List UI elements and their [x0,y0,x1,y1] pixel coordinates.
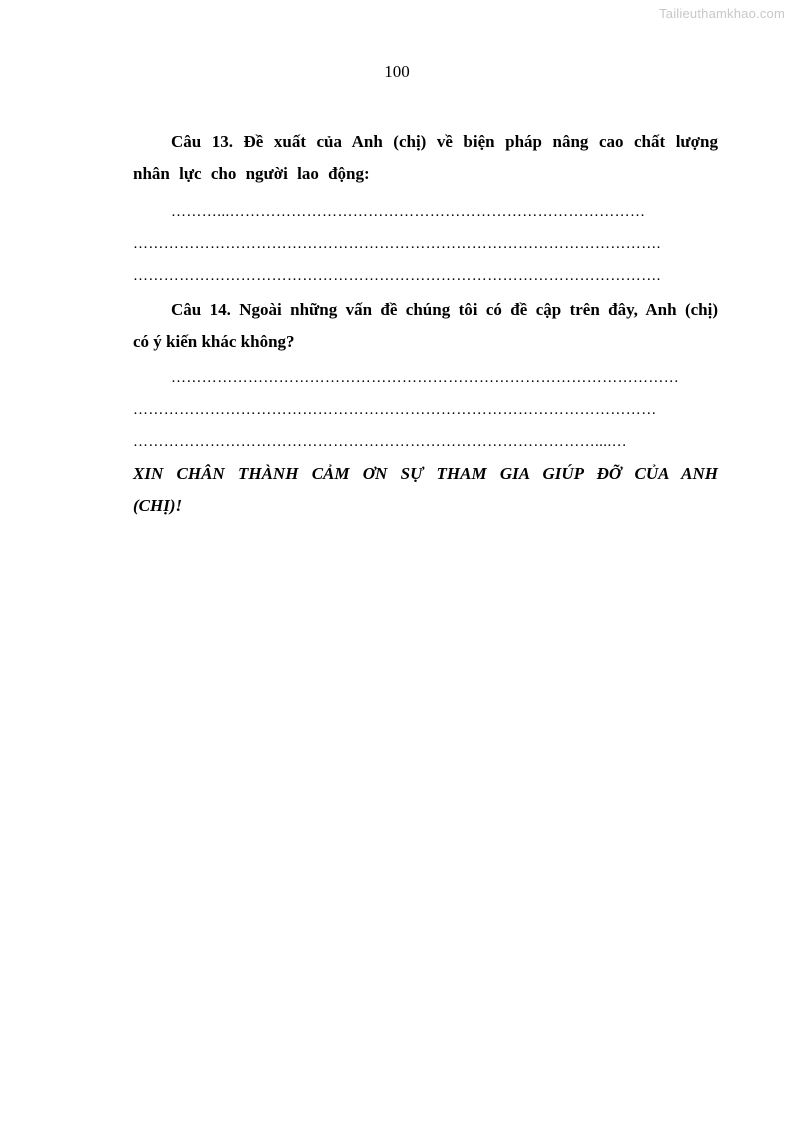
answer-line: ………………………………………………………………………………………… [133,402,657,418]
question-14-line-2: có ý kiến khác không? [133,332,295,351]
question-14-line-1: Câu 14. Ngoài những vấn đề chúng tôi có đề cập trên đây, Anh (chị) [171,300,718,319]
answer-line: …………………………………………………………………………………………. [133,268,661,284]
closing-line-1: XIN CHÂN THÀNH CẢM ƠN SỰ THAM GIA GIÚP ĐỠ CỦA ANH [133,464,718,483]
page-number: 100 [384,62,410,81]
document-body [133,126,718,522]
answer-line: ………………………………………………………………………………....… [133,434,627,450]
question-14-answer-area [133,362,718,458]
question-13: Câu 13. Đề xuất của Anh (chị) về biện pháp nâng cao chất lượng nhân lực cho người lao động: [133,132,718,183]
answer-line: …………………………………………………………………………………………. [133,236,661,252]
closing-line-2: (CHỊ)! [133,496,183,515]
answer-line: ………...……………………………………………………………………… [171,204,646,220]
question-13-answer-area [133,196,718,292]
watermark: Tailieuthamkhao.com [659,6,785,21]
answer-line: ……………………………………………………………………………………… [171,370,680,386]
